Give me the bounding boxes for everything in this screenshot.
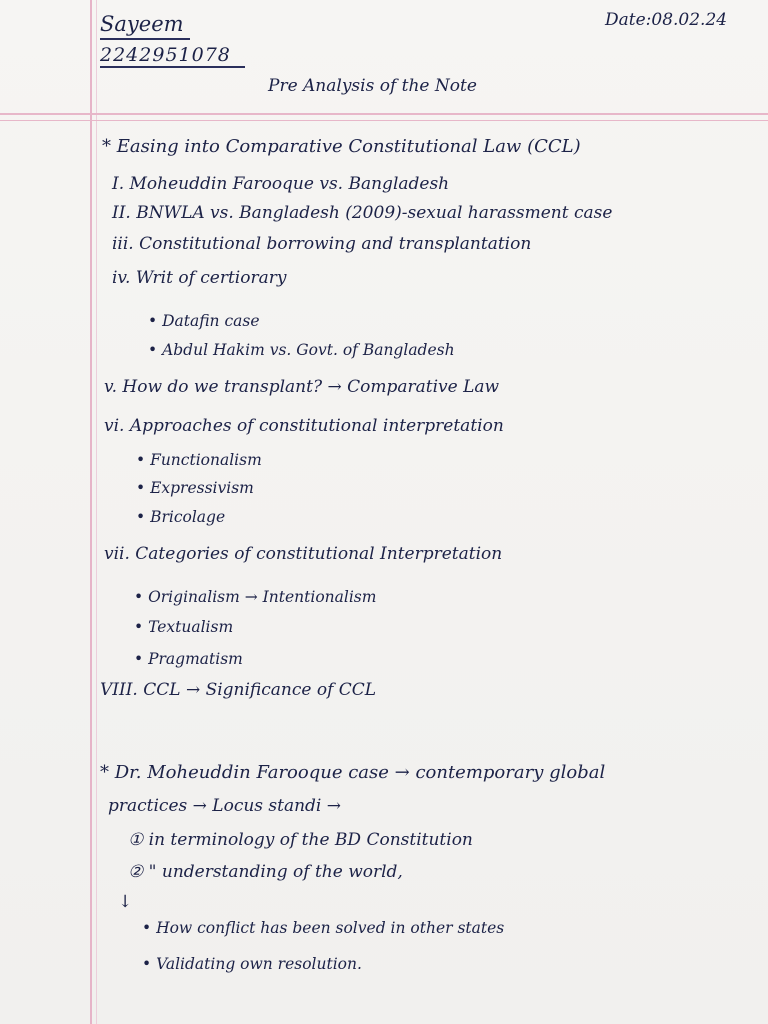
list-item: • Bricolage: [136, 508, 226, 526]
margin-line: [90, 0, 92, 1024]
section1-heading: * Easing into Comparative Constitutional Law (CCL): [102, 136, 581, 157]
list-item: • Expressivism: [136, 479, 254, 497]
down-arrow: ↓: [118, 892, 133, 912]
section2-heading: * Dr. Moheuddin Farooque case → contemporary global: [100, 762, 606, 783]
list-item: • How conflict has been solved in other states: [142, 919, 505, 937]
student-id: 2242951078: [100, 44, 231, 66]
list-item: iii. Constitutional borrowing and transplantation: [112, 234, 532, 254]
date: Date:08.02.24: [605, 10, 728, 30]
list-item: • Originalism → Intentionalism: [134, 588, 377, 606]
list-item: vii. Categories of constitutional Interpretation: [104, 544, 503, 564]
list-item: • Textualism: [134, 618, 234, 636]
list-item: v. How do we transplant? → Comparative Law: [104, 377, 500, 397]
list-item: I. Moheuddin Farooque vs. Bangladesh: [112, 174, 450, 194]
section2-line2: practices → Locus standi →: [108, 796, 342, 816]
header-rule: [0, 113, 768, 115]
list-item: • Datafin case: [148, 312, 260, 330]
header-rule-inner: [0, 120, 768, 121]
margin-line-inner: [96, 0, 97, 1024]
list-item: ② " understanding of the world,: [128, 862, 403, 882]
list-item: iv. Writ of certiorary: [112, 268, 287, 288]
name-underline: [100, 38, 190, 40]
list-item: vi. Approaches of constitutional interpretation: [104, 416, 504, 436]
student-name: Sayeem: [100, 12, 184, 36]
list-item: • Validating own resolution.: [142, 955, 362, 973]
list-item: • Functionalism: [136, 451, 262, 469]
page-title: Pre Analysis of the Note: [268, 76, 477, 96]
list-item: II. BNWLA vs. Bangladesh (2009)-sexual harassment case: [112, 203, 613, 223]
id-underline: [100, 66, 245, 68]
list-item: • Pragmatism: [134, 650, 243, 668]
list-item: • Abdul Hakim vs. Govt. of Bangladesh: [148, 341, 455, 359]
list-item: VIII. CCL → Significance of CCL: [100, 680, 377, 700]
list-item: ① in terminology of the BD Constitution: [128, 830, 473, 850]
